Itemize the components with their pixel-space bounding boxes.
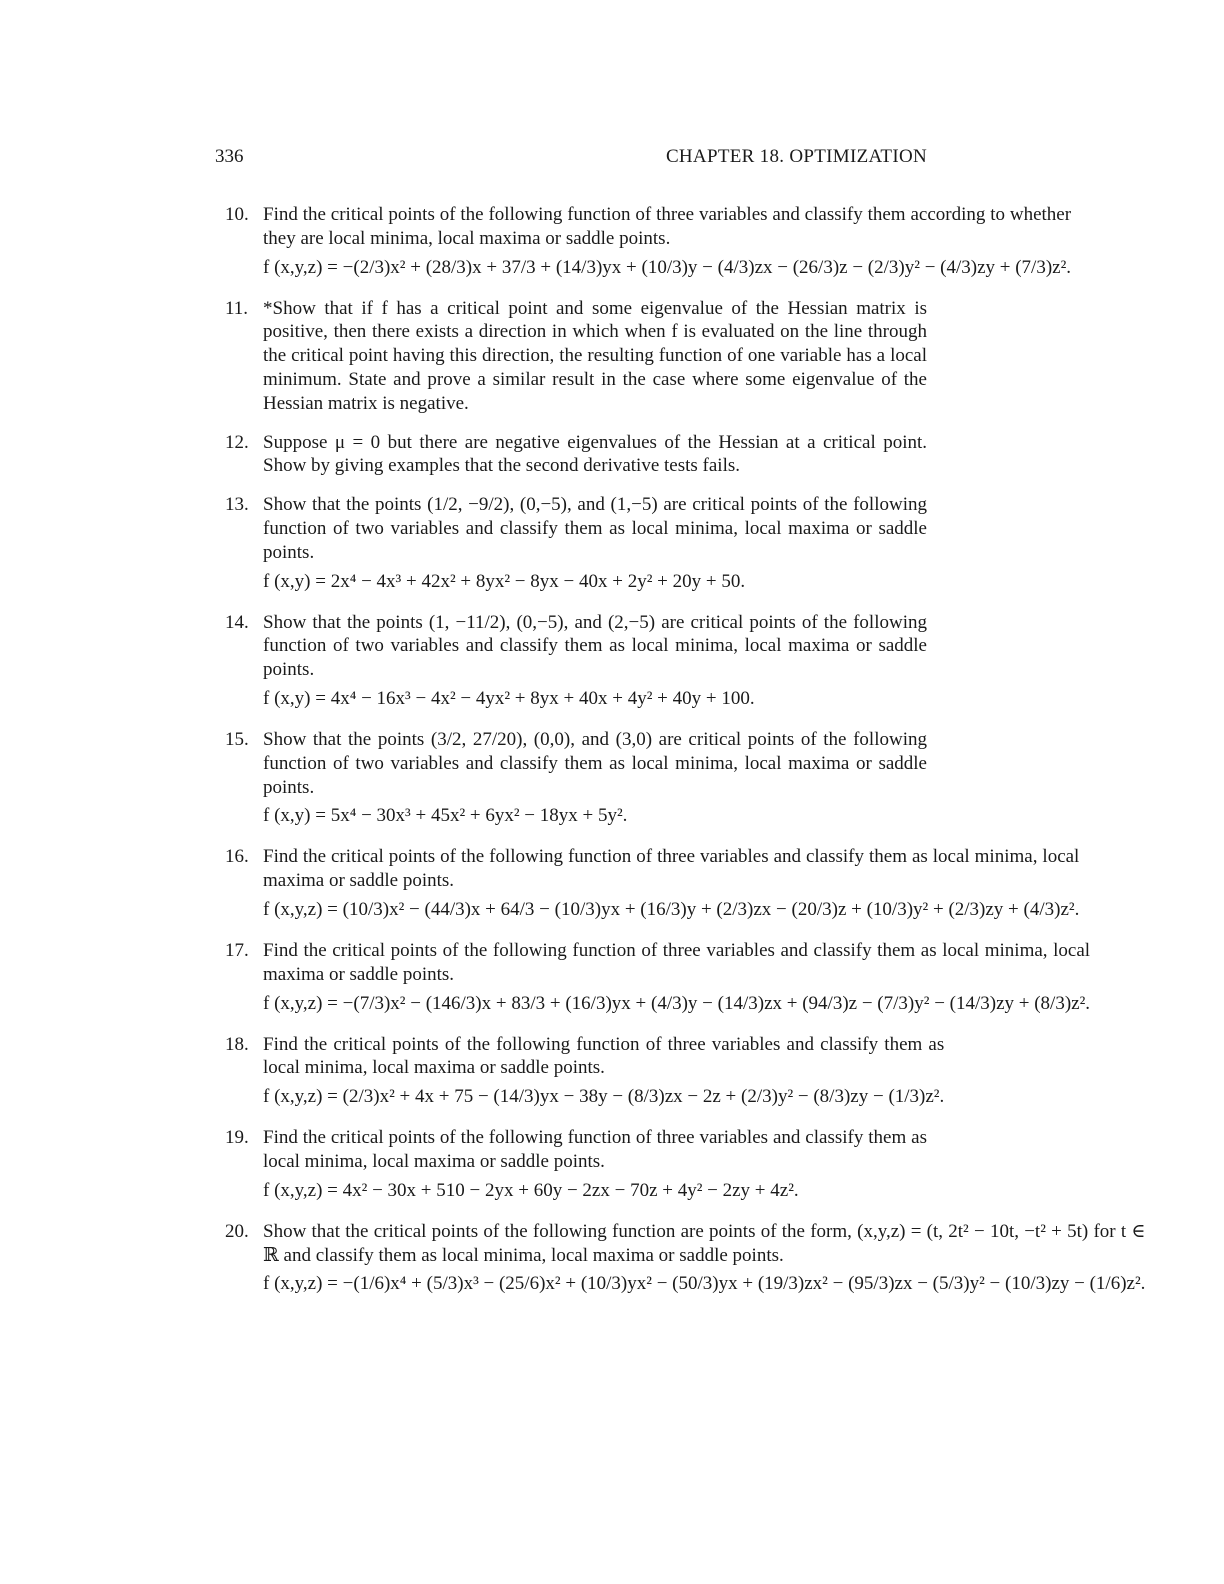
problem-number: 18. — [225, 1033, 249, 1055]
problem-18 — [225, 1033, 945, 1112]
problem-number: 20. — [225, 1220, 249, 1242]
problem-text: Find the critical points of the following function of three variables and classify them as local minima, local maxima or saddle points. — [263, 1127, 927, 1172]
problem-15 — [225, 728, 927, 830]
problem-number: 14. — [225, 611, 249, 633]
problem-number: 10. — [225, 204, 249, 225]
problem-14 — [225, 611, 927, 713]
problem-16 — [225, 845, 1080, 924]
formula: f (x,y) = 5x⁴ − 30x³ + 45x² + 6yx² − 18yx + 5y². — [263, 805, 628, 827]
formula: f (x,y,z) = −(1/6)x⁴ + (5/3)x³ − (25/6)x² + (10/3)yx² − (50/3)yx + (19/3)zx² − (95/3)zx − (5/3)y² − (10/3)zy − (1/6)z². — [263, 1273, 1146, 1295]
problem-number: 16. — [225, 846, 249, 868]
chapter-title: CHAPTER 18. OPTIMIZATION — [665, 146, 927, 167]
problem-number: 15. — [225, 728, 249, 750]
formula: f (x,y) = 2x⁴ − 4x³ + 42x² + 8yx² − 8yx − 40x + 2y² + 20y + 50. — [263, 570, 746, 592]
problem-19 — [225, 1126, 927, 1205]
formula: f (x,y) = 4x⁴ − 16x³ − 4x² − 4yx² + 8yx + 40x + 4y² + 40y + 100. — [263, 687, 755, 709]
problem-text: Find the critical points of the following function of three variables and classify them as local minima, local maxima or saddle points. — [263, 1033, 945, 1079]
problem-12 — [225, 431, 927, 479]
formula: f (x,y,z) = (10/3)x² − (44/3)x + 64/3 − (10/3)yx + (16/3)y + (2/3)zx − (20/3)z + (10/3)y² + (2/3)zy + (4/3)z². — [263, 898, 1080, 920]
page-header — [215, 146, 927, 174]
problem-list — [225, 203, 1146, 1298]
formula: f (x,y,z) = 4x² − 30x + 510 − 2yx + 60y − 2zx − 70z + 4y² − 2zy + 4z². — [263, 1179, 799, 1201]
problem-number: 17. — [225, 939, 249, 961]
problem-text: Show that the points (1, −11/2), (0,−5), and (2,−5) are critical points of the following function of two variables and classify them as local minima, local maxima or saddle points. — [263, 611, 927, 681]
formula: f (x,y,z) = (2/3)x² + 4x + 75 − (14/3)yx − 38y − (8/3)zx − 2z + (2/3)y² − (8/3)zy − (1/3)z². — [263, 1086, 945, 1108]
problem-text: *Show that if f has a critical point and some eigenvalue of the Hessian matrix is positive, then there exists a direction in which when f is evaluated on the line through the critical point having this direction, the resulting function of one variable has a local minimum. State and prove a similar result in the case where some eigenvalue of the Hessian matrix is negative. — [263, 297, 927, 414]
problem-text: Suppose μ = 0 but there are negative eigenvalues of the Hessian at a critical point. Show by giving examples that the second derivative tests fails. — [263, 431, 927, 477]
page-number: 336 — [215, 146, 244, 167]
problem-text: Find the critical points of the following function of three variables and classify them according to whether they are local minima, local maxima or saddle points. — [263, 204, 1072, 249]
formula: f (x,y,z) = −(2/3)x² + (28/3)x + 37/3 + (14/3)yx + (10/3)y − (4/3)zx − (26/3)z − (2/3)y² − (4/3)zy + (7/3)z². — [263, 256, 1072, 278]
problem-number: 19. — [225, 1127, 249, 1149]
problem-20 — [225, 1220, 1146, 1299]
problem-text: Find the critical points of the following function of three variables and classify them as local minima, local maxima or saddle points. — [263, 846, 1080, 892]
problem-10 — [225, 203, 1072, 282]
problem-11 — [225, 297, 927, 416]
problem-number: 11. — [225, 297, 249, 319]
problem-17 — [225, 939, 1091, 1018]
problem-13 — [225, 493, 927, 595]
problem-number: 13. — [225, 494, 249, 516]
problem-text: Show that the points (3/2, 27/20), (0,0), and (3,0) are critical points of the following function of two variables and classify them as local minima, local maxima or saddle points. — [263, 728, 927, 798]
problem-text: Find the critical points of the following function of three variables and classify them as local minima, local maxima or saddle points. — [263, 939, 1091, 985]
problem-text: Show that the critical points of the following function are points of the form, (x,y,z) = (t, 2t² − 10t, −t² + 5t) for t ∈ ℝ and classify them as local minima, local maxima or saddle points. — [263, 1220, 1146, 1266]
formula: f (x,y,z) = −(7/3)x² − (146/3)x + 83/3 + (16/3)yx + (4/3)y − (14/3)zx + (94/3)z − (7/3)y² − (14/3)zy + (8/3)z². — [263, 992, 1091, 1014]
problem-number: 12. — [225, 431, 249, 453]
problem-text: Show that the points (1/2, −9/2), (0,−5), and (1,−5) are critical points of the following function of two variables and classify them as local minima, local maxima or saddle points. — [263, 494, 927, 563]
